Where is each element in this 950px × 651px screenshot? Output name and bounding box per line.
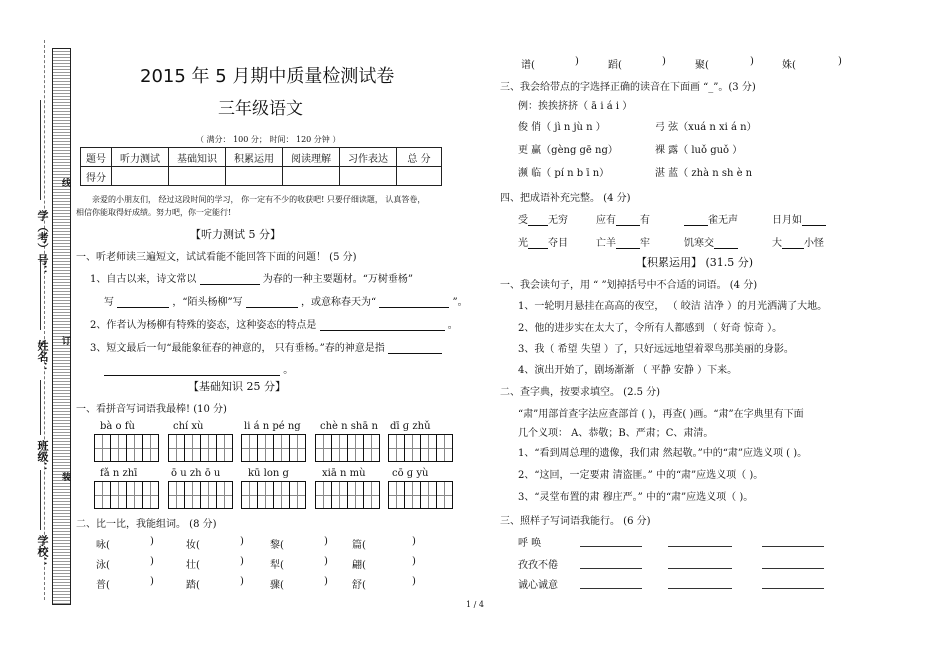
answer-blank[interactable] (246, 295, 298, 308)
question-title: 二、查字典，按要求填空。 (2.5 分) (500, 387, 661, 398)
answer-line[interactable] (762, 588, 824, 589)
exam-title: 2015 年 5 月期中质量检测试卷 (140, 66, 395, 87)
question-text: ”。 (452, 297, 468, 308)
example-word: 孜孜不倦 (518, 560, 558, 571)
page-number: 1 / 4 (466, 600, 484, 609)
question-line (90, 339, 442, 354)
sentence-item[interactable]: 4、演出开始了，剧场渐渐 （ 平静 安静 ）下来。 (518, 365, 738, 376)
compare-word: 骤( (270, 580, 284, 591)
writing-grid[interactable] (241, 481, 305, 509)
score-cell (340, 167, 397, 186)
exam-meta: （ 满分： 100 分； 时间： 120 分钟 ） (196, 135, 341, 144)
score-header: 积累运用 (226, 148, 283, 167)
score-cell (226, 167, 283, 186)
sentence-item[interactable]: 2、他的进步实在太大了，令所有人都感到 （ 好奇 惊奇 ）。 (518, 323, 783, 334)
question-text: 1、自古以来，诗文常以 (90, 274, 197, 285)
score-header: 题号 (81, 148, 112, 167)
name-line (40, 260, 41, 330)
pinyin-label: ō u zh ō u (171, 468, 221, 479)
compare-paren: ) (324, 576, 328, 587)
compare-word: 普( (96, 580, 110, 591)
section-heading: 【积累运用】 (31.5 分) (636, 256, 754, 269)
exam-subtitle: 三年级语文 (218, 99, 303, 119)
pronunciation-item[interactable]: 湛 蓝（ zhà n sh è n (655, 168, 753, 179)
idiom-blank[interactable] (714, 236, 738, 249)
compare-paren: ) (240, 556, 244, 567)
question-line (90, 270, 413, 285)
compare-paren: ) (150, 576, 154, 587)
section-heading: 【听力测试 5 分】 (190, 228, 281, 241)
idiom-blank[interactable] (684, 213, 708, 226)
compare-word: 聚( (695, 60, 709, 71)
pinyin-label: chí xù (173, 421, 204, 432)
score-table (80, 147, 442, 186)
idiom-blank[interactable] (616, 236, 640, 249)
idiom-item (596, 211, 650, 226)
compare-paren: ) (662, 56, 666, 67)
writing-grid[interactable] (94, 434, 158, 462)
idiom-item (518, 234, 568, 249)
writing-grid[interactable] (168, 434, 232, 462)
compare-word: 泳( (96, 560, 110, 571)
question-title: 四、把成语补充完整。 (4 分) (500, 193, 631, 204)
answer-line[interactable] (762, 568, 824, 569)
dictionary-line: 1、“看到周总理的遗像，我们肃 然起敬。”中的“肃”应选义项 ( )。 (518, 448, 808, 459)
compare-word: 谱( (521, 60, 535, 71)
intro-line: 亲爱的小朋友们， 经过这段时间的学习， 你一定有不少的收获吧! 只要仔细读题， 认真答卷， (92, 195, 426, 204)
compare-word: 翩( (352, 560, 366, 571)
answer-blank[interactable] (200, 272, 260, 285)
answer-line[interactable] (580, 588, 642, 589)
pinyin-label: chè n shā n (320, 421, 378, 432)
idiom-text: 有 (640, 215, 650, 226)
idiom-blank[interactable] (528, 213, 548, 226)
writing-grid[interactable] (315, 481, 379, 509)
sentence-item[interactable]: 1、一轮明月悬挂在高高的夜空， （ 皎洁 洁净 ）的月光洒满了大地。 (518, 301, 828, 312)
idiom-text: 大 (772, 238, 782, 249)
label-school: 学校： (36, 535, 49, 568)
compare-word: 舒( (352, 580, 366, 591)
compare-word: 犁( (270, 560, 284, 571)
compare-paren: ) (575, 56, 579, 67)
writing-grid[interactable] (241, 434, 305, 462)
compare-word: 咏( (96, 540, 110, 551)
pronunciation-item[interactable]: 俊 俏（ jì n jù n ） (518, 122, 606, 133)
example-line: 例：挨挨挤挤（ ā i á i ） (518, 101, 633, 112)
question-line (104, 361, 293, 376)
binding-strip (52, 48, 71, 605)
compare-paren: ) (838, 56, 842, 67)
mark-install: 装 (60, 472, 70, 481)
compare-paren: ) (412, 536, 416, 547)
idiom-text: 光 (518, 238, 528, 249)
compare-paren: ) (240, 576, 244, 587)
idiom-text: 雀无声 (708, 215, 738, 226)
answer-line[interactable] (580, 546, 642, 547)
question-title: 三、照样子写词语我能行。 (6 分) (500, 516, 651, 527)
score-header: 阅读理解 (283, 148, 340, 167)
question-title: 二、比一比，我能组词。 (8 分) (76, 519, 217, 530)
answer-blank[interactable] (104, 363, 280, 376)
example-word: 诚心诚意 (518, 580, 558, 591)
question-text: 写 (104, 297, 114, 308)
pinyin-label: dī ɡ zhǔ (390, 421, 431, 432)
pinyin-label: cō ɡ yù (392, 468, 429, 479)
idiom-item (518, 211, 568, 226)
question-text: 2、作者认为杨柳有特殊的姿态，这种姿态的特点是 (90, 320, 317, 331)
answer-line[interactable] (580, 568, 642, 569)
answer-blank[interactable] (388, 341, 442, 354)
writing-grid[interactable] (388, 481, 452, 509)
question-line (90, 316, 458, 331)
idiom-text: 牢 (640, 238, 650, 249)
answer-line[interactable] (668, 568, 732, 569)
compare-word: 姝( (782, 60, 796, 71)
writing-grid[interactable] (168, 481, 232, 509)
score-cell (397, 167, 442, 186)
label-student-id: 学（考）号： (36, 210, 49, 276)
pinyin-label: kū lon g (248, 468, 289, 479)
question-text: ，“陌头杨柳”写 (172, 297, 243, 308)
example-word: 呼 唤 (518, 538, 542, 549)
intro-line: 相信你能取得好成绩。努力吧，你一定能行! (76, 208, 232, 217)
idiom-text: 小怪 (804, 238, 824, 249)
pinyin-label: fǎ n zhī (100, 468, 138, 479)
compare-paren: ) (240, 536, 244, 547)
compare-paren: ) (150, 536, 154, 547)
dictionary-line: “肃”用部首查字法应查部首 ( )，再查( )画。“肃”在字典里有下面 (518, 409, 804, 420)
idiom-blank[interactable] (802, 213, 826, 226)
compare-paren: ) (750, 56, 754, 67)
compare-word: 壮( (186, 560, 200, 571)
class-line (40, 380, 41, 435)
answer-line[interactable] (668, 588, 732, 589)
question-text: 。 (283, 365, 294, 376)
compare-word: 黎( (270, 540, 284, 551)
score-header: 听力测试 (112, 148, 169, 167)
compare-word: 篇( (352, 540, 366, 551)
score-header: 总 分 (397, 148, 442, 167)
label-class: 班级： (36, 440, 49, 473)
question-title: 三、我会给带点的字选择正确的读音在下面画 “_”。(3 分) (500, 82, 756, 93)
writing-grid[interactable] (388, 434, 452, 462)
idiom-text: 亡羊 (596, 238, 616, 249)
section-heading: 【基础知识 25 分】 (188, 380, 286, 393)
dictionary-line: 几个义项： A、恭敬；B、严肃；C、肃清。 (518, 428, 714, 439)
compare-paren: ) (324, 556, 328, 567)
pronunciation-item[interactable]: 濒 临（ pí n b ī n） (518, 168, 610, 179)
question-title: 一、听老师读三遍短文，试试看能不能回答下面的问题！ (5 分) (76, 252, 357, 263)
question-text: 。 (447, 320, 458, 331)
score-header: 基础知识 (169, 148, 226, 167)
sentence-item[interactable]: 3、我（ 希望 失望 ）了，只好远远地望着翠鸟那美丽的身影。 (518, 344, 794, 355)
mark-line: 线 (60, 178, 70, 187)
idiom-blank[interactable] (616, 213, 640, 226)
compare-word: 妆( (186, 540, 200, 551)
answer-blank[interactable] (117, 295, 169, 308)
pronunciation-item[interactable]: 更 赢（gèng gē ng） (518, 145, 618, 156)
idiom-text: 日月如 (772, 215, 802, 226)
question-text: 为春的一种主要题材。“万树垂杨” (262, 274, 413, 285)
compare-paren: ) (324, 536, 328, 547)
idiom-item (684, 211, 738, 226)
compare-paren: ) (150, 556, 154, 567)
writing-grid[interactable] (94, 481, 158, 509)
idiom-text: 应有 (596, 215, 616, 226)
pinyin-label: li á n pé ng (244, 421, 301, 432)
idiom-text: 饥寒交 (684, 238, 714, 249)
score-cell (169, 167, 226, 186)
score-row-label: 得分 (81, 167, 112, 186)
idiom-item (772, 234, 824, 249)
answer-blank[interactable] (320, 318, 445, 331)
idiom-item (684, 234, 738, 249)
question-line (104, 293, 468, 308)
id-line (40, 100, 41, 200)
compare-word: 踏( (186, 580, 200, 591)
mark-bind: 订 (60, 336, 70, 345)
score-header: 习作表达 (340, 148, 397, 167)
idiom-blank[interactable] (782, 236, 804, 249)
score-cell (112, 167, 169, 186)
answer-line[interactable] (762, 546, 824, 547)
pinyin-label: bà o fù (100, 421, 135, 432)
question-text: 3、短文最后一句“最能象征春的神意的， 只有垂杨。”春的神意是指 (90, 343, 385, 354)
writing-grid[interactable] (315, 434, 379, 462)
answer-line[interactable] (668, 546, 732, 547)
pronunciation-item[interactable]: 裸 露（ luǒ guǒ ） (655, 145, 743, 156)
idiom-text: 无穷 (548, 215, 568, 226)
label-name: 姓名： (36, 340, 49, 373)
school-line (40, 470, 41, 530)
idiom-text: 受 (518, 215, 528, 226)
question-text: ，或意称春天为“ (300, 297, 377, 308)
pinyin-label: xiā n mù (322, 468, 366, 479)
score-cell (283, 167, 340, 186)
compare-paren: ) (412, 576, 416, 587)
binding-dash-line (44, 40, 45, 600)
pronunciation-item[interactable]: 弓 弦（xuá n xi á n） (655, 122, 757, 133)
answer-blank[interactable] (379, 295, 449, 308)
idiom-item (596, 234, 650, 249)
question-title: 一、看拼音写词语我最棒! (10 分) (76, 404, 227, 415)
question-title: 一、我会读句子，用 “ ”划掉括号中不合适的词语。 (4 分) (500, 280, 758, 291)
compare-word: 蹈( (608, 60, 622, 71)
idiom-text: 夺目 (548, 238, 568, 249)
idiom-blank[interactable] (528, 236, 548, 249)
compare-paren: ) (412, 556, 416, 567)
idiom-item (772, 211, 826, 226)
dictionary-line: 3、“灵堂布置的肃 穆庄严。” 中的“肃”应选义项（ )。 (518, 492, 754, 503)
dictionary-line: 2、“这回，一定要肃 清盗匪。” 中的“肃”应选义项（ )。 (518, 470, 764, 481)
